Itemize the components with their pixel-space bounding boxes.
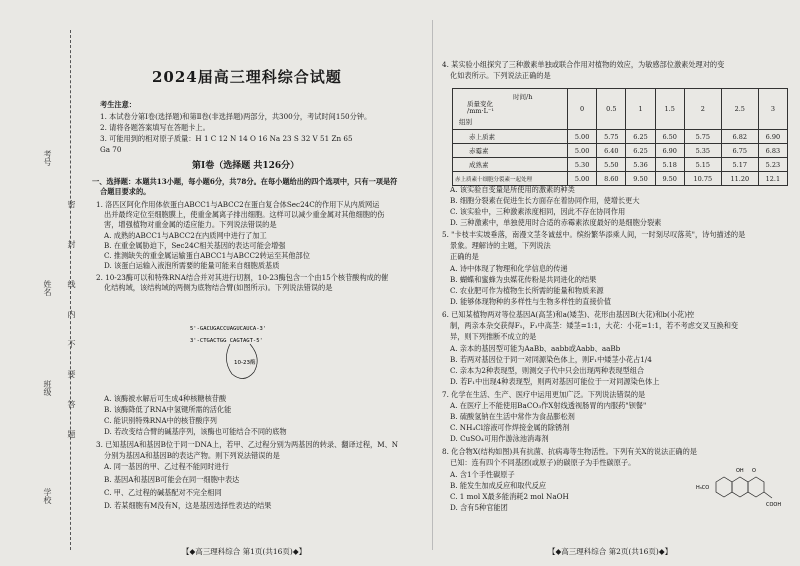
cell: 5.36 — [626, 158, 655, 172]
table-row — [453, 172, 788, 186]
question-4-option: B. 细胞分裂素在促进生长方面存在着协同作用，使增长更大 — [450, 196, 640, 205]
cell: 6.83 — [758, 144, 787, 158]
col-header: 0 — [568, 89, 597, 130]
question-1-line: 1. 洛匹区阿化作用体依蛋白ABCC1与ABCC2在蛋白复合体Sec24C的作用下从内质网运 — [96, 200, 380, 209]
question-4-line: 4. 某实验小组探究了三种激素单独或联合作用对植物的效应，为敏感部位激素处理对的变 — [442, 60, 725, 69]
question-6-line: 6. 已知某植物两对等位基因A(高茎)和a(矮茎)、花形由基因B(大花)和b(小花)控 — [442, 310, 695, 319]
label-xuexiao: 学校 — [43, 488, 52, 504]
question-1-option: B. 在重金属胁迫下，Sec24C相关基因的表达可能会增强 — [104, 241, 286, 250]
seal-char: 题 — [67, 430, 76, 438]
cell: 5.30 — [568, 158, 597, 172]
seal-char: 要 — [67, 370, 76, 378]
page-2 — [438, 0, 794, 566]
question-6-option: D. 若F₁中出现4种表现型，则两对基因可能位于一对同源染色体上 — [450, 377, 660, 386]
cell: 6.40 — [597, 144, 626, 158]
seal-char: 密 — [67, 200, 76, 208]
question-3-line: 分别为基因A和基因B的表达产物。则下列说法错误的是 — [104, 451, 280, 460]
question-1-option: C. 推测缺失的重金属运输蛋白ABCC1与ABCC2转运至其他部位 — [104, 251, 310, 260]
question-8-option: A. 含1个手性碳原子 — [450, 470, 515, 479]
question-2-option: C. 能识别特殊RNA中的核苷酸序列 — [104, 416, 217, 425]
binding-margin — [0, 0, 92, 566]
question-2-line: 2. 10-23酶可以和特殊RNA结合并对其进行切割，10-23酶包含一个由15个核苷酸构成的催 — [96, 273, 389, 282]
part-instruction: 一、选择题：本题共13小题，每小题6分，共78分。在每小题给出的四个选项中，只有一项是符 — [92, 177, 398, 186]
cell: 11.20 — [721, 172, 758, 186]
cell: 6.75 — [721, 144, 758, 158]
cell: 8.60 — [597, 172, 626, 186]
question-4-option: C. 该实验中，三种激素浓度相同，因此不存在协同作用 — [450, 207, 626, 216]
corner-group: 组别 — [459, 118, 472, 126]
rna-strand-bottom: 3'-CTGACTGG CAGTAGT-5' — [190, 338, 263, 344]
page-footer: 【◆高三理科综合 第2页(共16页)◆】 — [548, 547, 673, 556]
question-2-option: D. 若改变结合臂的碱基序列，该酶也可能结合不同的底物 — [104, 427, 287, 436]
label-banji: 班级 — [43, 380, 52, 396]
exam-title: 2024届高三理科综合试题 — [152, 68, 342, 86]
cell: 5.23 — [758, 158, 787, 172]
cell: 5.00 — [568, 144, 597, 158]
question-8-option: B. 能发生加成反应和取代反应 — [450, 481, 547, 490]
col-header: 2 — [684, 89, 721, 130]
cell: 5.15 — [684, 158, 721, 172]
data-table — [452, 88, 788, 186]
cell: 6.82 — [721, 130, 758, 144]
question-5-option: A. 诗中体现了物理和化学信息的传递 — [450, 264, 568, 273]
corner-measure: 质量变化 — [467, 100, 493, 108]
label-xingming: 姓名 — [43, 280, 52, 296]
enzyme-label: 10-23酶 — [234, 360, 256, 366]
page-1 — [92, 0, 430, 566]
table-corner-cell — [453, 89, 568, 130]
question-1-line: 出并最终定位至细胞膜上，使重金属离子排出细胞。这样可以减少重金属对其他细胞的伤 — [104, 210, 385, 219]
row-label: 赤上质素十细胞分裂素一起处理 — [453, 172, 568, 186]
question-2-line: 化结构域，该结构域的两侧为底物结合臂(如图所示)。下列说法错误的是 — [104, 283, 333, 292]
section-heading: 第Ⅰ卷（选择题 共126分） — [192, 161, 300, 171]
corner-time: 时间/h — [513, 93, 533, 101]
mol-label-carboxyl: COOH — [766, 502, 782, 508]
question-5-line: 景象。理解诗的主题，下列说法 — [450, 241, 551, 250]
question-5-option: D. 能够体现物种的多样性与生物多样性的直接价值 — [450, 297, 612, 306]
question-6-line: 异，则下列推断不成立的是 — [450, 332, 537, 341]
seal-char: 线 — [67, 280, 76, 288]
question-4-option: D. 三种激素中，单独使用时合适的赤霉素浓度最好的是细胞分裂素 — [450, 218, 662, 227]
col-header: 0.5 — [597, 89, 626, 130]
cell: 10.75 — [684, 172, 721, 186]
table-row — [453, 144, 788, 158]
cell: 5.17 — [721, 158, 758, 172]
question-3-line: 3. 已知基因A和基因B位于同一DNA上，若甲、乙过程分别为两基因的转录、翻译过程，M、N — [96, 440, 399, 449]
question-6-option: A. 亲本的基因型可能为AaBb、aabb或Aabb、aaBb — [450, 344, 621, 353]
col-header: 3 — [758, 89, 787, 130]
question-3-option: D. 若某细胞有M没有N，这是基因选择性表达的结果 — [104, 501, 272, 510]
question-1-line: 害，增强植物对重金属的适应能力。下列说法错误的是 — [104, 220, 277, 229]
cell: 5.75 — [684, 130, 721, 144]
cell: 12.1 — [758, 172, 787, 186]
cell: 6.90 — [655, 144, 684, 158]
rna-strand-top: 5'-GACUGACCUAGUCAUCA-3' — [190, 326, 267, 332]
cell: 6.25 — [626, 144, 655, 158]
mol-label-methoxy: H₃CO — [696, 485, 710, 491]
seal-char: 答 — [67, 400, 76, 408]
question-1-option: A. 成熟的ABCC1与ABCC2在内质网中进行了加工 — [104, 231, 267, 240]
question-7-option: C. NH₄Cl溶液可作焊接金属的除锈剂 — [450, 423, 570, 432]
cell: 5.75 — [597, 130, 626, 144]
question-3-option: B. 基因A和基因B可能会在同一细胞中表达 — [104, 475, 240, 484]
row-label: 成熟素 — [453, 158, 568, 172]
question-3-option: C. 甲、乙过程的碱基配对不完全相同 — [104, 488, 222, 497]
row-label: 赤上质素 — [453, 130, 568, 144]
question-7-option: D. CuSO₄可用作游泳池消毒剂 — [450, 434, 549, 443]
table-row — [453, 130, 788, 144]
question-6-option: B. 若两对基因位于同一对同源染色体上，则F₁中矮茎小花占1/4 — [450, 355, 652, 364]
cell: 5.50 — [597, 158, 626, 172]
question-8-line: 8. 化合物X(结构如图)具有抗菌、抗病毒等生物活性。下列有关X的说法正确的是 — [442, 447, 697, 456]
question-1-option: D. 该蛋白运输入液泡所需要的能量可能来自细胞质基质 — [104, 261, 280, 270]
rna-figure — [184, 320, 294, 390]
question-5-line: 正确的是 — [450, 252, 479, 261]
corner-unit: /mm·L⁻¹ — [467, 107, 494, 115]
question-6-line: 制，两亲本杂交获得F₁，F₁中高茎：矮茎=1:1，大花：小花=1:1，若不考虑交叉互换和变 — [450, 321, 739, 330]
seal-line — [70, 30, 71, 550]
question-4-option: A. 该实验自变量是所使用的激素的种类 — [450, 185, 575, 194]
label-kaohao: 考号 — [43, 150, 52, 166]
cell: 5.00 — [568, 130, 597, 144]
question-8-option: D. 含有5种官能团 — [450, 503, 508, 512]
question-2-option: B. 该酶降低了RNA中氢键所需的活化能 — [104, 405, 232, 414]
question-4-line: 化如表所示。下列说法正确的是 — [450, 71, 551, 80]
seal-char: 封 — [67, 240, 76, 248]
cell: 6.50 — [655, 130, 684, 144]
question-5-option: C. 农业肥可作为植物生长所需的能量和物质来源 — [450, 286, 604, 295]
question-5-option: B. 蝴蝶和蜜蜂为虫媒花传粉是共同进化的结果 — [450, 275, 597, 284]
question-7-option: B. 硫酸氢钠在生活中常作为食品膨松剂 — [450, 412, 575, 421]
question-8-line: 已知：连有四个不同基团(或原子)的碳原子为手性碳原子。 — [450, 458, 636, 467]
question-8-option: C. 1 mol X最多能消耗2 mol NaOH — [450, 492, 569, 501]
note-line: Ga 70 — [100, 145, 122, 154]
col-header: 2.5 — [721, 89, 758, 130]
question-3-option: A. 同一基因的甲、乙过程不能同时进行 — [104, 462, 229, 471]
question-2-option: A. 该酶被水解后可生成4种核糖核苷酸 — [104, 394, 227, 403]
part-instruction: 合题目要求的。 — [100, 187, 151, 196]
cell: 9.50 — [626, 172, 655, 186]
molecule-structure — [696, 458, 786, 518]
cell: 6.25 — [626, 130, 655, 144]
row-label: 赤霉素 — [453, 144, 568, 158]
note-line: 3. 可能用到的相对原子质量：H 1 C 12 N 14 O 16 Na 23 S 32 V 51 Zn 65 — [100, 134, 353, 143]
seal-char: 不 — [67, 340, 76, 348]
table-row — [453, 158, 788, 172]
question-5-line: 5. "卡枝丰实坡垂落，南漫文茎冬诚兹中。缤纷繁华添乘人间，一时刻尽叹落英"，诗句描述的是 — [442, 230, 746, 239]
page-footer: 【◆高三理科综合 第1页(共16页)◆】 — [182, 547, 307, 556]
cell: 6.90 — [758, 130, 787, 144]
note-line: 1. 本试卷分第Ⅰ卷(选择题)和第Ⅱ卷(非选择题)两部分，共300分，考试时间150分钟。 — [100, 112, 372, 121]
seal-char: 内 — [67, 310, 76, 318]
cell: 5.35 — [684, 144, 721, 158]
notes-heading: 考生注意： — [100, 100, 136, 109]
question-6-option: C. 亲本为2种表现型，则测交子代中只会出现两种表现型组合 — [450, 366, 645, 375]
col-header: 1 — [626, 89, 655, 130]
mol-label-oxygen: O — [752, 468, 756, 474]
cell: 9.50 — [655, 172, 684, 186]
mol-label-hydroxyl: OH — [736, 468, 744, 474]
note-line: 2. 请将各题答案填写在答题卡上。 — [100, 123, 210, 132]
question-7-option: A. 在医疗上不能使用BaCO₃作X射线透视肠胃的内服药"钡餐" — [450, 401, 647, 410]
cell: 5.00 — [568, 172, 597, 186]
page-divider — [432, 20, 433, 550]
cell: 5.18 — [655, 158, 684, 172]
col-header: 1.5 — [655, 89, 684, 130]
question-7-line: 7. 化学在生活、生产、医疗中运用更加广泛。下列说法错误的是 — [442, 390, 646, 399]
